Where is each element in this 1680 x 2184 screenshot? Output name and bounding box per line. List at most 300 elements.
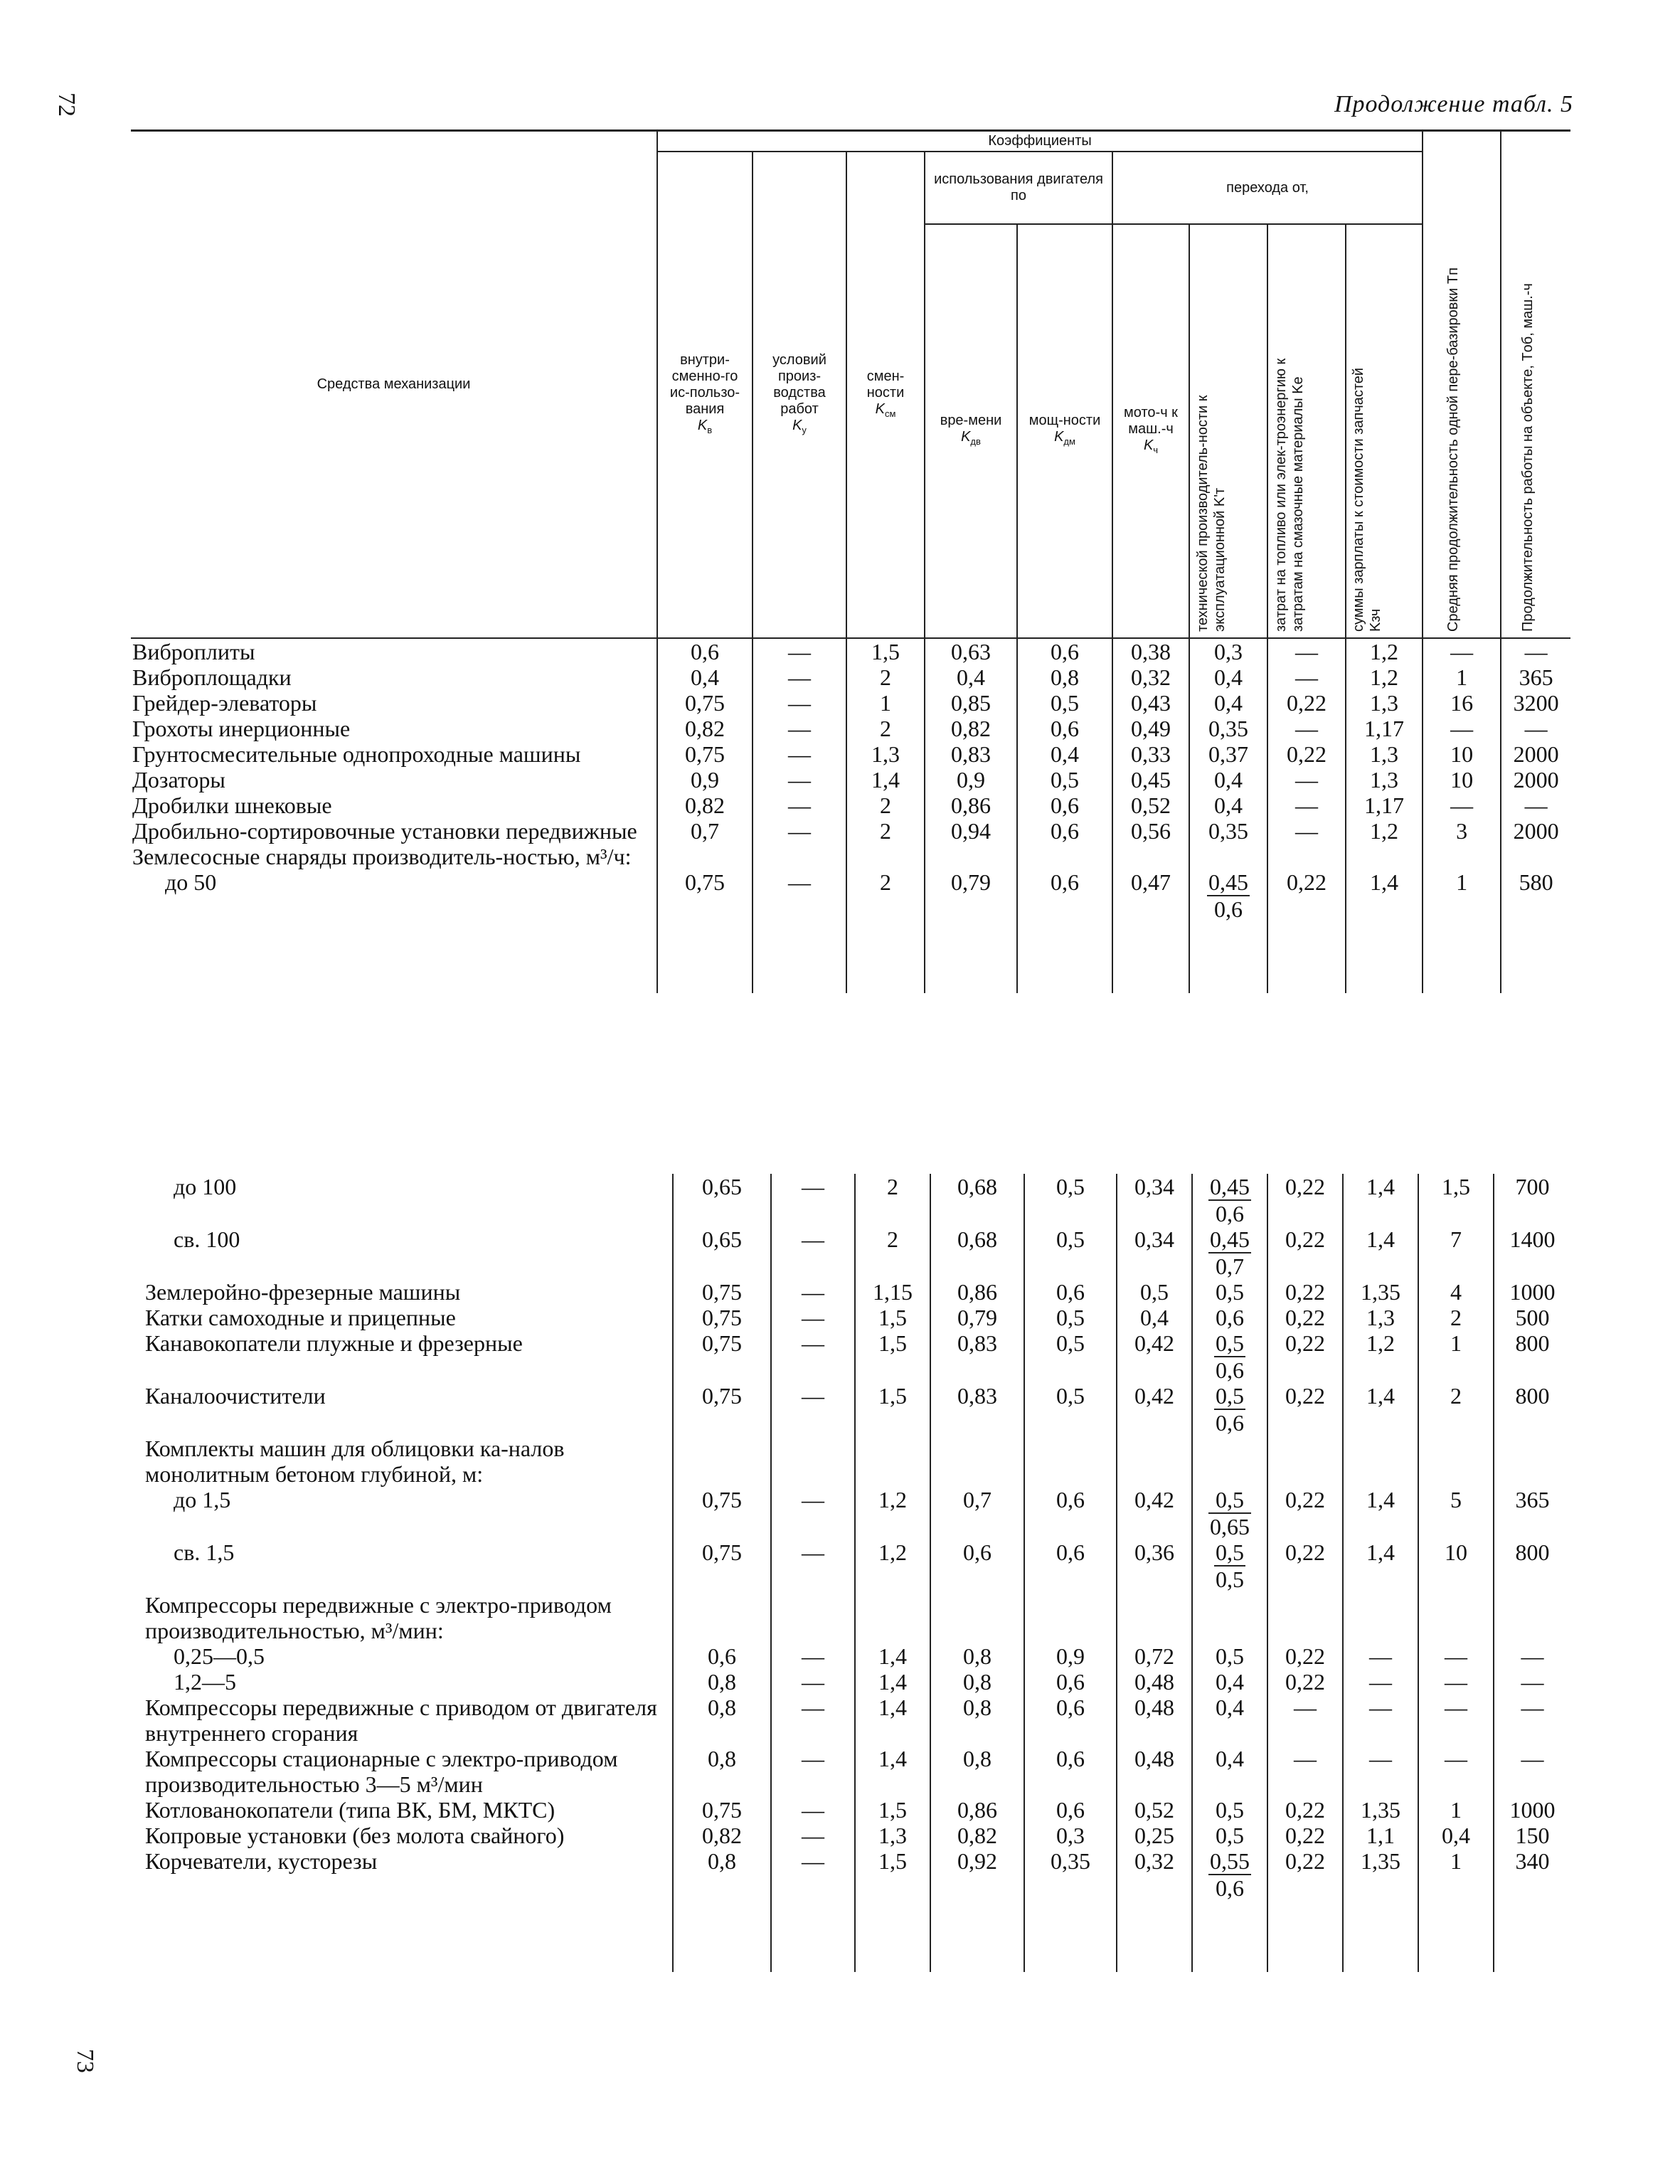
cell-value: 150	[1494, 1823, 1570, 1848]
table-row	[139, 1848, 1570, 1901]
cell-value	[855, 1592, 930, 1643]
cell-value	[925, 844, 1017, 869]
cell-value	[1192, 1436, 1267, 1487]
header-ke: затрат на топливо или элек-троэнергию к затратам на смазочные материалы Ke	[1267, 224, 1346, 638]
cell-value: 0,5	[1117, 1279, 1192, 1305]
machinery-table-top	[131, 129, 1570, 993]
cell-value: 4	[1418, 1279, 1494, 1305]
cell-value: 0,6	[1017, 638, 1112, 664]
header-kch: мото-ч к маш.-ч $K_ч$	[1112, 224, 1189, 638]
header-kzch: суммы зарплаты к стоимости запчастей Kзч	[1346, 224, 1423, 638]
cell-value: —	[1267, 664, 1346, 690]
cell-value	[1024, 1592, 1117, 1643]
cell-value	[1017, 844, 1112, 869]
cell-value: 0,94	[925, 818, 1017, 844]
cell-value: 0,8	[673, 1695, 771, 1746]
cell-value: —	[1418, 1669, 1494, 1695]
header-tob: Продолжительность работы на объекте, Tоб, маш.-ч	[1501, 131, 1570, 639]
machine-name: св. 1,5	[174, 1539, 235, 1565]
cell-value: 1,5	[846, 638, 925, 664]
cell-kt-fraction: $\frac{0,5}{0,6}$	[1192, 1383, 1267, 1436]
cell-value	[1343, 1592, 1418, 1643]
table-row	[139, 1226, 1570, 1279]
cell-value: 0,7	[930, 1487, 1024, 1539]
cell-value: 1000	[1494, 1279, 1570, 1305]
cell-value: 0,6	[1192, 1305, 1267, 1330]
cell-value: 1,1	[1343, 1823, 1418, 1848]
cell-value: —	[1267, 793, 1346, 818]
cell-value: 10	[1423, 741, 1501, 767]
cell-value: 3	[1423, 818, 1501, 844]
spacer-cell	[657, 922, 753, 993]
cell-value: —	[1267, 818, 1346, 844]
cell-value	[1267, 844, 1346, 869]
header-kdv: вре-мени $K_{дв}$	[925, 224, 1017, 638]
cell-value: —	[771, 1797, 855, 1823]
cell-value: —	[1501, 793, 1570, 818]
spacer-cell	[1267, 1901, 1343, 1972]
cell-value: 0,75	[673, 1487, 771, 1539]
cell-value: 7	[1418, 1226, 1494, 1279]
cell-value: 1,2	[1346, 638, 1423, 664]
cell-value: 1,4	[1343, 1174, 1418, 1226]
cell-value: —	[771, 1383, 855, 1436]
cell-value: 340	[1494, 1848, 1570, 1901]
cell-value: 0,8	[930, 1746, 1024, 1797]
cell-value: —	[771, 1746, 855, 1797]
cell-value: 1	[1418, 1330, 1494, 1383]
header-kdm: мощ-ности $K_{дм}$	[1017, 224, 1112, 638]
table-row	[131, 844, 1570, 869]
cell-value: 1,35	[1343, 1848, 1418, 1901]
cell-value: 0,6	[1024, 1279, 1117, 1305]
page-number-right: 73	[72, 2049, 98, 2073]
cell-value: 0,8	[673, 1848, 771, 1901]
table-row	[131, 664, 1570, 690]
machine-name: Грейдер-элеваторы	[132, 690, 317, 716]
spacer-cell	[139, 1901, 673, 1972]
cell-value: 0,35	[1024, 1848, 1117, 1901]
cell-value	[1343, 1436, 1418, 1487]
cell-value: 1,3	[1346, 741, 1423, 767]
cell-kt-fraction: $\frac{0,5}{0,6}$	[1192, 1330, 1267, 1383]
cell-value: 0,5	[1192, 1279, 1267, 1305]
cell-value: 0,6	[930, 1539, 1024, 1592]
cell-value: 2	[855, 1226, 930, 1279]
cell-value: —	[771, 1695, 855, 1746]
cell-value: 1,17	[1346, 793, 1423, 818]
cell-value: 1	[846, 690, 925, 716]
cell-value: —	[1267, 716, 1346, 741]
table-body-bottom	[139, 1174, 1570, 1972]
cell-value: 0,22	[1267, 1383, 1343, 1436]
cell-value: 0,6	[1024, 1487, 1117, 1539]
cell-value: —	[1501, 638, 1570, 664]
cell-value	[1117, 1436, 1192, 1487]
machine-name: Грохоты инерционные	[132, 716, 351, 741]
machine-name: Компрессоры передвижные с электро-приводом производительностью, м³/мин:	[145, 1592, 612, 1643]
machine-name: Корчеватели, кусторезы	[145, 1848, 378, 1874]
cell-value: —	[771, 1305, 855, 1330]
cell-value: 2	[846, 818, 925, 844]
table-row	[139, 1330, 1570, 1383]
cell-value: 1,3	[1343, 1305, 1418, 1330]
cell-value: 0,25	[1117, 1823, 1192, 1848]
cell-value: 0,49	[1112, 716, 1189, 741]
table-row	[139, 1487, 1570, 1539]
machine-name: Комплекты машин для облицовки ка-налов монолитным бетоном глубиной, м:	[145, 1436, 565, 1487]
cell-value: —	[771, 1174, 855, 1226]
table-row	[139, 1643, 1570, 1669]
spacer-cell	[1192, 1901, 1267, 1972]
spacer-cell	[930, 1901, 1024, 1972]
cell-value: 0,68	[930, 1226, 1024, 1279]
cell-value: 0,82	[925, 716, 1017, 741]
cell-value: 0,4	[1117, 1305, 1192, 1330]
header-tp: Средняя продолжительность одной пере-базировки Tп	[1423, 131, 1501, 639]
cell-value: 0,6	[1017, 716, 1112, 741]
spacer-cell	[1024, 1901, 1117, 1972]
cell-value: 0,34	[1117, 1174, 1192, 1226]
cell-value: 1	[1418, 1848, 1494, 1901]
cell-value: —	[771, 1487, 855, 1539]
table-row	[139, 1695, 1570, 1746]
cell-value: 0,35	[1189, 716, 1267, 741]
cell-value: 0,68	[930, 1174, 1024, 1226]
cell-value: —	[1423, 638, 1501, 664]
spacer-cell	[1494, 1901, 1570, 1972]
cell-value	[1494, 1436, 1570, 1487]
cell-value: 0,85	[925, 690, 1017, 716]
machine-name: Землеройно-фрезерные машины	[145, 1279, 461, 1305]
table-row	[131, 793, 1570, 818]
table-row	[139, 1746, 1570, 1797]
cell-value: 0,45	[1112, 767, 1189, 793]
cell-value: 1,4	[1346, 869, 1423, 922]
cell-value: 1,35	[1343, 1797, 1418, 1823]
cell-value: —	[1343, 1746, 1418, 1797]
cell-value: 1,3	[855, 1823, 930, 1848]
cell-value: 0,75	[657, 741, 753, 767]
cell-value: 0,5	[1192, 1797, 1267, 1823]
cell-value: —	[1418, 1695, 1494, 1746]
cell-value: 0,34	[1117, 1226, 1192, 1279]
cell-value	[1117, 1592, 1192, 1643]
cell-value: 0,79	[930, 1305, 1024, 1330]
cell-value: 0,22	[1267, 1669, 1343, 1695]
cell-value: 0,6	[1024, 1746, 1117, 1797]
cell-value: —	[1267, 767, 1346, 793]
cell-value: —	[1343, 1669, 1418, 1695]
cell-value: 0,3	[1189, 638, 1267, 664]
cell-value: 0,22	[1267, 1797, 1343, 1823]
cell-value: 0,5	[1024, 1330, 1117, 1383]
cell-value	[930, 1592, 1024, 1643]
cell-value: 1,15	[855, 1279, 930, 1305]
cell-value: 0,4	[1189, 793, 1267, 818]
cell-value: 0,36	[1117, 1539, 1192, 1592]
cell-value: —	[753, 767, 846, 793]
machine-name: Землесосные снаряды производитель-ностью, м³/ч:	[132, 844, 632, 869]
table-row	[139, 1592, 1570, 1643]
header-engine-use: использования двигателя по	[925, 152, 1112, 224]
cell-value: 1,4	[855, 1643, 930, 1669]
table-row	[139, 1436, 1570, 1487]
cell-value: 1,3	[1346, 690, 1423, 716]
table-row	[139, 1383, 1570, 1436]
cell-value	[753, 844, 846, 869]
cell-value: 0,6	[1024, 1797, 1117, 1823]
cell-value: 2000	[1501, 818, 1570, 844]
cell-value: 0,8	[1017, 664, 1112, 690]
cell-value: 0,5	[1017, 767, 1112, 793]
spacer-cell	[1117, 1901, 1192, 1972]
header-coefficients: Коэффициенты	[657, 131, 1423, 152]
cell-value: 0,43	[1112, 690, 1189, 716]
cell-value: 1,2	[855, 1539, 930, 1592]
cell-value: 0,9	[657, 767, 753, 793]
cell-value: 0,4	[1418, 1823, 1494, 1848]
cell-value: 0,4	[925, 664, 1017, 690]
cell-value: 0,37	[1189, 741, 1267, 767]
cell-value: 0,22	[1267, 1279, 1343, 1305]
cell-value: 0,8	[930, 1643, 1024, 1669]
table-row	[131, 818, 1570, 844]
cell-value: 0,5	[1024, 1174, 1117, 1226]
cell-value: 0,22	[1267, 690, 1346, 716]
cell-value: 0,22	[1267, 1305, 1343, 1330]
cell-value	[1189, 844, 1267, 869]
cell-value: —	[753, 664, 846, 690]
cell-value: 5	[1418, 1487, 1494, 1539]
cell-value: —	[771, 1226, 855, 1279]
spacer-cell	[753, 922, 846, 993]
cell-value: 1,2	[1343, 1330, 1418, 1383]
header-transition: перехода от,	[1112, 152, 1423, 224]
spacer-cell	[925, 922, 1017, 993]
cell-value: 1,5	[855, 1383, 930, 1436]
cell-value	[1192, 1592, 1267, 1643]
cell-value	[846, 844, 925, 869]
spacer-cell	[1112, 922, 1189, 993]
cell-value: 0,5	[1192, 1643, 1267, 1669]
cell-value	[1267, 1436, 1343, 1487]
header-ku: условий произ-водства работ $K_у$	[753, 152, 846, 638]
cell-value: 0,22	[1267, 1330, 1343, 1383]
cell-value	[855, 1436, 930, 1487]
table-row	[139, 1823, 1570, 1848]
cell-value: 500	[1494, 1305, 1570, 1330]
cell-value: 1,2	[1346, 818, 1423, 844]
header-machinery: Средства механизации	[131, 131, 657, 639]
cell-value: 0,42	[1117, 1330, 1192, 1383]
cell-value: 0,82	[657, 793, 753, 818]
cell-value: 0,82	[673, 1823, 771, 1848]
cell-value: 0,42	[1117, 1383, 1192, 1436]
cell-value: 3200	[1501, 690, 1570, 716]
cell-value: 0,6	[673, 1643, 771, 1669]
cell-value: 2	[855, 1174, 930, 1226]
cell-value: —	[1494, 1643, 1570, 1669]
cell-value: 0,6	[1024, 1539, 1117, 1592]
cell-value: 1	[1418, 1797, 1494, 1823]
spacer-cell	[1423, 922, 1501, 993]
cell-value: 800	[1494, 1330, 1570, 1383]
table-row	[131, 767, 1570, 793]
cell-value: 580	[1501, 869, 1570, 922]
spacer-cell	[1418, 1901, 1494, 1972]
cell-value: 0,86	[925, 793, 1017, 818]
cell-value: 0,6	[1017, 793, 1112, 818]
cell-value: 1,2	[855, 1487, 930, 1539]
machine-name: 1,2—5	[174, 1669, 236, 1695]
cell-value: 0,4	[1192, 1746, 1267, 1797]
cell-value: —	[1267, 638, 1346, 664]
cell-value: 1,35	[1343, 1279, 1418, 1305]
cell-value: 1,4	[1343, 1487, 1418, 1539]
table-body-top	[131, 638, 1570, 993]
table-row	[139, 1174, 1570, 1226]
table-row	[139, 1669, 1570, 1695]
cell-value: 0,22	[1267, 1487, 1343, 1539]
cell-value: 0,92	[930, 1848, 1024, 1901]
cell-value: 0,8	[673, 1669, 771, 1695]
cell-value	[1418, 1436, 1494, 1487]
cell-value: 1,5	[855, 1330, 930, 1383]
cell-value: —	[1494, 1746, 1570, 1797]
cell-value: 0,22	[1267, 1539, 1343, 1592]
cell-value: 0,22	[1267, 1226, 1343, 1279]
cell-value: —	[753, 818, 846, 844]
cell-value: —	[1418, 1643, 1494, 1669]
cell-value: 0,4	[1189, 767, 1267, 793]
cell-value: 2	[1418, 1383, 1494, 1436]
cell-value: 0,56	[1112, 818, 1189, 844]
cell-value: 0,4	[1189, 664, 1267, 690]
cell-value: 2	[846, 793, 925, 818]
cell-kt-fraction: $\frac{0,55}{0,6}$	[1192, 1848, 1267, 1901]
cell-value: 0,8	[673, 1746, 771, 1797]
cell-value: 0,22	[1267, 1174, 1343, 1226]
cell-value: —	[1267, 1746, 1343, 1797]
cell-value: 0,32	[1117, 1848, 1192, 1901]
cell-value: 800	[1494, 1539, 1570, 1592]
spacer-cell	[855, 1901, 930, 1972]
machine-name: до 100	[174, 1174, 237, 1199]
cell-value: 0,8	[930, 1695, 1024, 1746]
cell-value: 0,7	[657, 818, 753, 844]
cell-value: 0,79	[925, 869, 1017, 922]
cell-value: 0,33	[1112, 741, 1189, 767]
cell-value	[771, 1592, 855, 1643]
spacer-cell	[1267, 922, 1346, 993]
cell-value	[673, 1592, 771, 1643]
cell-value: 1,3	[1346, 767, 1423, 793]
cell-value: 0,32	[1112, 664, 1189, 690]
cell-value: 1,4	[855, 1746, 930, 1797]
cell-value: 1000	[1494, 1797, 1570, 1823]
machine-name: Катки самоходные и прицепные	[145, 1305, 456, 1330]
cell-kt-fraction: $\frac{0,45}{0,6}$	[1192, 1174, 1267, 1226]
cell-value: —	[1267, 1695, 1343, 1746]
cell-value: 0,9	[925, 767, 1017, 793]
machine-name: Дробильно-сортировочные установки передвижные	[132, 818, 637, 844]
cell-value: —	[771, 1330, 855, 1383]
cell-value: 0,72	[1117, 1643, 1192, 1669]
cell-value: 0,22	[1267, 1823, 1343, 1848]
cell-value	[1267, 1592, 1343, 1643]
cell-kt-fraction: $\frac{0,5}{0,5}$	[1192, 1539, 1267, 1592]
cell-value: 0,83	[930, 1330, 1024, 1383]
header-kv: внутри-сменно-го ис-пользо-вания $K_в$	[657, 152, 753, 638]
cell-value: 0,4	[1017, 741, 1112, 767]
cell-value: 0,65	[673, 1226, 771, 1279]
cell-value: 0,6	[1017, 869, 1112, 922]
cell-value: —	[771, 1848, 855, 1901]
cell-value	[1501, 844, 1570, 869]
cell-value: 0,22	[1267, 1848, 1343, 1901]
machine-name: Виброплиты	[132, 639, 255, 664]
cell-value: 0,86	[930, 1279, 1024, 1305]
cell-value: —	[771, 1669, 855, 1695]
cell-value: 1,4	[1343, 1539, 1418, 1592]
cell-value: 0,22	[1267, 869, 1346, 922]
machine-name: св. 100	[174, 1226, 240, 1252]
cell-value	[657, 844, 753, 869]
cell-value: 0,3	[1024, 1823, 1117, 1848]
cell-value: 0,75	[673, 1305, 771, 1330]
table-row	[131, 869, 1570, 922]
cell-value: 365	[1494, 1487, 1570, 1539]
cell-value: 1,5	[855, 1305, 930, 1330]
cell-value: 700	[1494, 1174, 1570, 1226]
cell-value	[1494, 1592, 1570, 1643]
cell-value: 1,2	[1346, 664, 1423, 690]
cell-value: —	[771, 1279, 855, 1305]
table-row	[131, 690, 1570, 716]
machine-name: 0,25—0,5	[174, 1643, 265, 1669]
spacer-cell	[131, 922, 657, 993]
header-kt: технической производитель-ности к эксплуатационной K'т	[1189, 224, 1267, 638]
cell-value: 0,5	[1017, 690, 1112, 716]
cell-value: 1400	[1494, 1226, 1570, 1279]
table-row	[139, 1279, 1570, 1305]
cell-value	[1418, 1592, 1494, 1643]
cell-value: 10	[1418, 1539, 1494, 1592]
cell-value: 0,75	[657, 690, 753, 716]
cell-value: 1,4	[846, 767, 925, 793]
machine-name: Грунтосмесительные однопроходные машины	[132, 741, 581, 767]
cell-value: 0,75	[657, 869, 753, 922]
cell-value: 2	[846, 869, 925, 922]
cell-value: —	[1343, 1643, 1418, 1669]
cell-value: 0,6	[657, 638, 753, 664]
cell-value: 0,5	[1024, 1226, 1117, 1279]
cell-value: 0,6	[1024, 1669, 1117, 1695]
machine-name: Котлованокопатели (типа ВК, БМ, МКТС)	[145, 1797, 555, 1823]
cell-value: 0,63	[925, 638, 1017, 664]
cell-value: 0,8	[930, 1669, 1024, 1695]
table-row	[131, 638, 1570, 664]
cell-value: 1,5	[855, 1797, 930, 1823]
table-row	[131, 716, 1570, 741]
cell-value: 0,65	[673, 1174, 771, 1226]
cell-value: 0,22	[1267, 1643, 1343, 1669]
cell-value: —	[1418, 1746, 1494, 1797]
cell-value: 1	[1423, 664, 1501, 690]
cell-value	[673, 1436, 771, 1487]
cell-value: 0,75	[673, 1539, 771, 1592]
